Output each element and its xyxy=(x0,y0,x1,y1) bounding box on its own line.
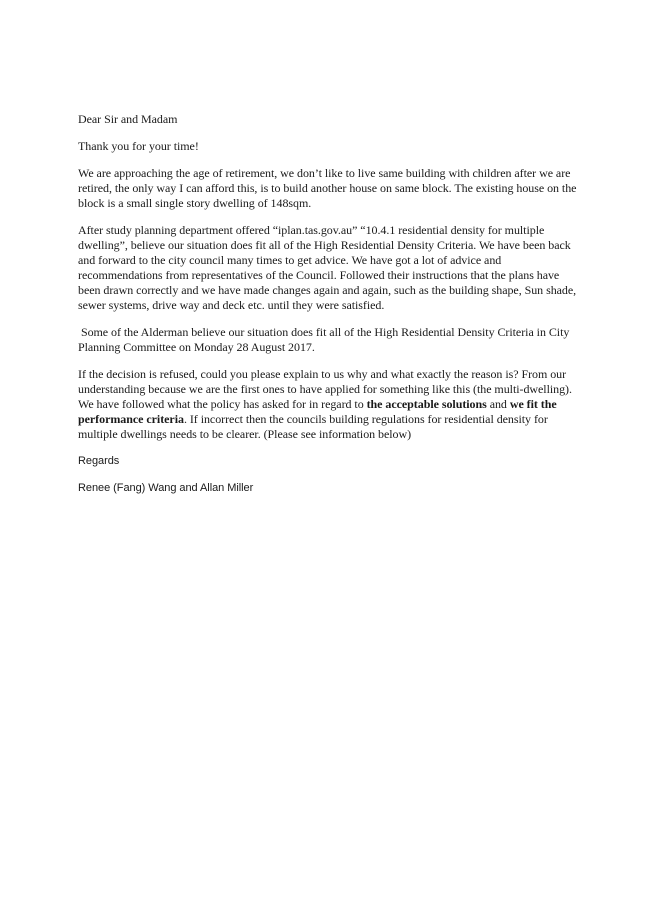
decision-text-3: . If incorrect then the councils building regulations for residential density for multiple dwellings needs to be clearer. (Please see information below) xyxy=(78,412,548,441)
decision-text-2: and xyxy=(486,397,510,411)
signature: Renee (Fang) Wang and Allan Miller xyxy=(78,482,254,494)
paragraph-planning: After study planning department offered “iplan.tas.gov.au” “10.4.1 residential density for multiple dwelling”, believe our situation does fit all of the High Residential Density Criteria. We have been back and forward to the city council many times to get advice. We have got a lot of advice and recommendations from representatives of the Council. Followed their instructions that the plans have been drawn correctly and we have made changes again and again, such as the building shape, Sun shade, sewer systems, drive way and deck etc. until they were satisfied. xyxy=(78,223,577,312)
salutation: Dear Sir and Madam xyxy=(78,112,178,126)
performance-criteria-bold: we fit the performance criteria xyxy=(78,397,557,426)
thanks-line: Thank you for your time! xyxy=(78,139,199,153)
closing: Regards xyxy=(78,455,120,467)
paragraph-alderman: Some of the Alderman believe our situation does fit all of the High Residential Density Criteria in City Planning Committee on Monday 28 August 2017. xyxy=(78,325,573,354)
decision-text-1: If the decision is refused, could you please explain to us why and what exactly the reason is? From our understanding because we are the first ones to have applied for something like this (the multi-dwelling). We have followed what the policy has asked for in regard to xyxy=(78,367,572,411)
paragraph-retirement: We are approaching the age of retirement, we don’t like to live same building with children after we are retired, the only way I can afford this, is to build another house on same block. The existing house on the block is a small single story dwelling of 148sqm. xyxy=(78,166,577,210)
acceptable-solutions-bold: the acceptable solutions xyxy=(366,397,487,411)
paragraph-decision xyxy=(78,367,583,442)
